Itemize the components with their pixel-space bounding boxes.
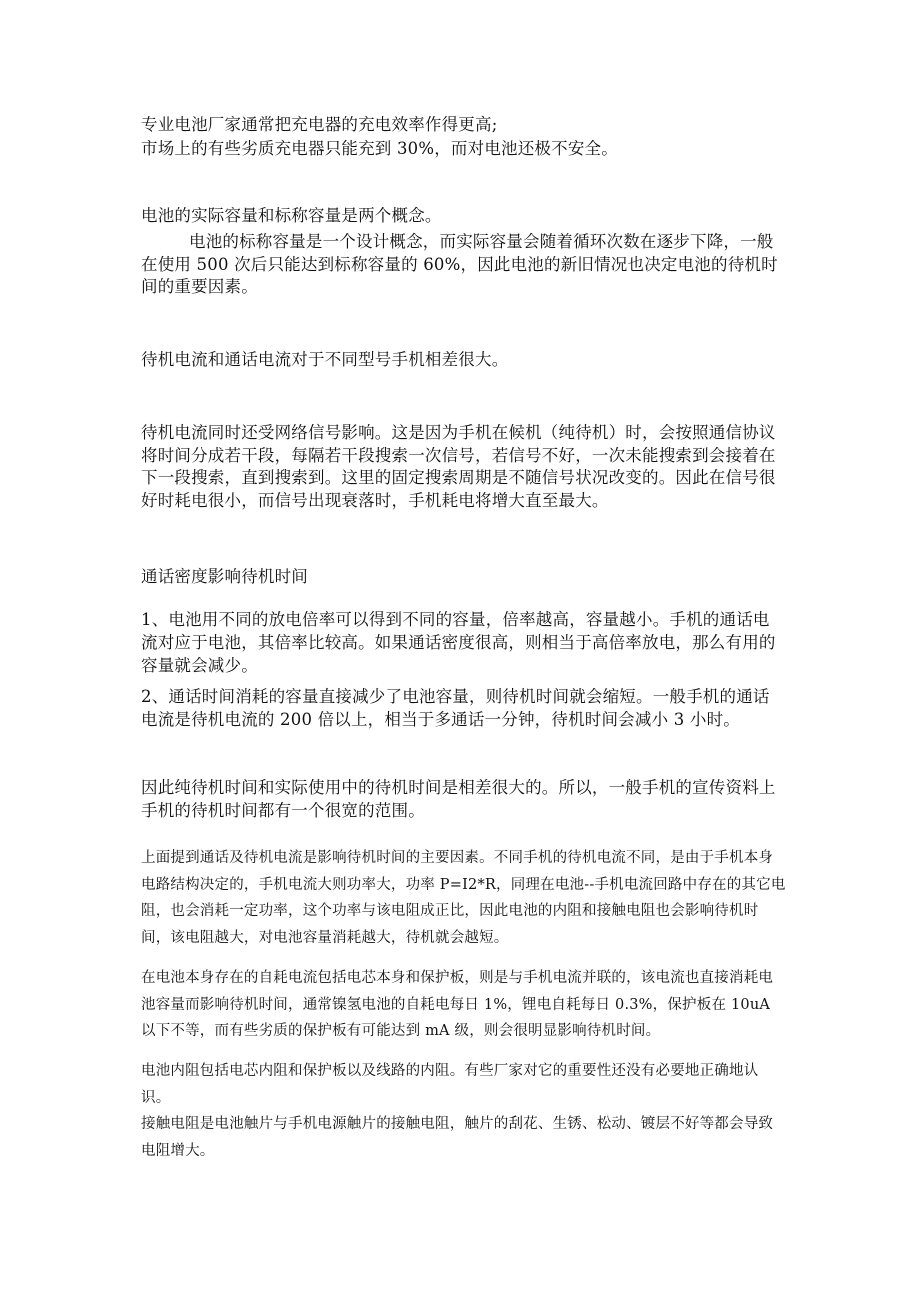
paragraph-8: 2、通话时间消耗的容量直接减少了电池容量，则待机时间就会缩短。一般手机的通话电流是待机电流的 200 倍以上，相当于多通话一分钟，待机时间会减小 3 小时。 [141, 687, 770, 729]
paragraph-5: 待机电流和通话电流对于不同型号手机相差很大。 [141, 350, 509, 369]
paragraph-7: 1、电池用不同的放电倍率可以得到不同的容量，倍率越高，容量越小。手机的通话电流对应于电池，其倍率比较高。如果通话密度很高，则相当于高倍率放电，那么有用的容量就会减少。 [141, 610, 776, 675]
section-heading: 通话密度影响待机时间 [141, 567, 308, 586]
paragraph-2: 市场上的有些劣质充电器只能充到 30%，而对电池还极不安全。 [141, 139, 618, 158]
paragraph-6: 待机电流同时还受网络信号影响。这是因为手机在候机（纯待机）时，会按照通信协议将时间分成若干段，每隔若干段搜索一次信号，若信号不好，一次未能搜索到会接着在下一段搜索，直到搜索到。这里的固定搜索周期是不随信号状况改变的。因此在信号很好时耗电很小，而信号出现衰落时，手机耗电将增大直至最大。 [141, 423, 776, 510]
paragraph-13: 接触电阻是电池触片与手机电源触片的接触电阻，触片的刮花、生锈、松动、镀层不好等都会导致电阻增大。 [141, 1116, 774, 1159]
paragraph-1: 专业电池厂家通常把充电器的充电效率作得更高; [141, 115, 498, 134]
paragraph-11: 在电池本身存在的自耗电流包括电芯本身和保护板，则是与手机电流并联的，该电流也直接消耗电池容量而影响待机时间，通常镍氢电池的自耗电每日 1%，锂电自耗每日 0.3%，保护板在 10uA 以下不等，而有些劣质的保护板有可能达到 mA 级，则会很明显影响待机时间。 [141, 970, 774, 1039]
paragraph-4: 电池的标称容量是一个设计概念，而实际容量会随着循环次数在逐步下降，一般在使用 500 次后只能达到标称容量的 60%，因此电池的新旧情况也决定电池的待机时间的重要因素。 [141, 232, 778, 296]
paragraph-9: 因此纯待机时间和实际使用中的待机时间是相差很大的。所以，一般手机的宣传资料上手机的待机时间都有一个很宽的范围。 [141, 778, 776, 820]
paragraph-10: 上面提到通话及待机电流是影响待机时间的主要因素。不同手机的待机电流不同，是由于手机本身电路结构决定的，手机电流大则功率大，功率 P=I2*R，同理在电池--手机电流回路中存在的其它电阻，也会消耗一定功率，这个功率与该电阻成正比，因此电池的内阻和接触电阻也会影响待机时间，该电阻越大，对电池容量消耗越大，待机就会越短。 [141, 850, 786, 946]
paragraph-3: 电池的实际容量和标称容量是两个概念。 [141, 206, 442, 225]
paragraph-12: 电池内阻包括电芯内阻和保护板以及线路的内阻。有些厂家对它的重要性还没有必要地正确地认识。 [141, 1063, 759, 1106]
